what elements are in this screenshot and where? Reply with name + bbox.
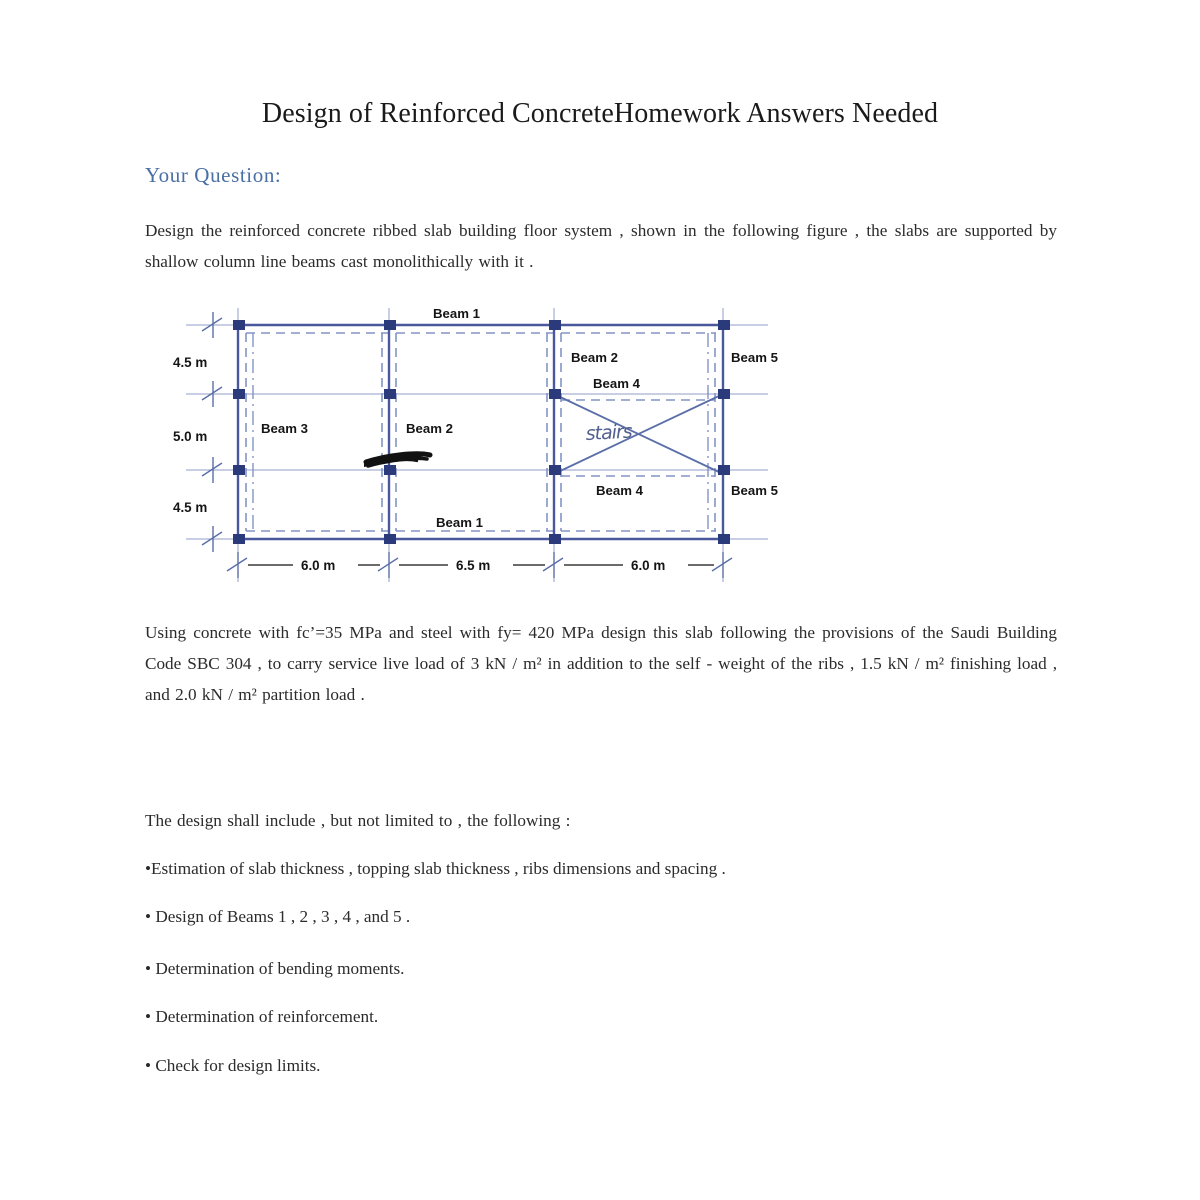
- rib-dashed-lines: [246, 333, 716, 531]
- dimension-label-bottom-2: 6.5 m: [456, 558, 491, 573]
- list-item: •Estimation of slab thickness , topping slab thickness , ribs dimensions and spacing .: [145, 859, 726, 878]
- section-heading-your-question: Your Question:: [145, 163, 282, 187]
- figure-label-beam4-lower: Beam 4: [596, 483, 643, 498]
- scribbled-redaction-mark: [364, 454, 430, 467]
- dimension-label-bottom-1: 6.0 m: [301, 558, 336, 573]
- structural-floor-plan-figure: [168, 300, 788, 590]
- figure-label-beam5-upper: Beam 5: [731, 350, 778, 365]
- dimension-label-left-middle: 5.0 m: [173, 429, 208, 444]
- stairwell-diagonals: [556, 395, 721, 473]
- figure-label-beam2-middle: Beam 2: [406, 421, 453, 436]
- dimension-label-bottom-3: 6.0 m: [631, 558, 666, 573]
- floor-plan-svg: [168, 300, 788, 590]
- page-title: Design of Reinforced ConcreteHomework Answers Needed: [261, 98, 939, 129]
- list-item: • Determination of bending moments.: [145, 959, 405, 978]
- figure-label-beam3: Beam 3: [261, 421, 308, 436]
- figure-label-beam1-bottom: Beam 1: [436, 515, 483, 530]
- figure-label-beam5-lower: Beam 5: [731, 483, 778, 498]
- list-item: • Check for design limits.: [145, 1056, 321, 1075]
- beam-outline: [238, 325, 723, 539]
- paragraph-materials-and-loads: Using concrete with fc’=35 MPa and steel with fy= 420 MPa design this slab following the provisions of the Saudi Building Code SBC 304 , to carry service live load of 3 kN / m² in addition to the self - weight of the ribs , 1.5 kN / m² finishing load , and 2.0 kN / m² partition load .: [145, 623, 1057, 704]
- figure-label-beam2-upper-right: Beam 2: [571, 350, 618, 365]
- figure-label-beam4-upper: Beam 4: [593, 376, 640, 391]
- list-item: • Determination of reinforcement.: [145, 1007, 379, 1026]
- paragraph-design-include-intro: The design shall include , but not limited to , the following :: [145, 811, 571, 830]
- rib-dashdot-lines: [253, 333, 708, 531]
- dimension-label-left-top: 4.5 m: [173, 355, 208, 370]
- handwritten-stairs-annotation: stairs: [585, 420, 633, 445]
- paragraph-intro: Design the reinforced concrete ribbed slab building floor system , shown in the following figure , the slabs are supported by shallow column line beams cast monolithically with it .: [145, 221, 1057, 271]
- dimension-label-left-bottom: 4.5 m: [173, 500, 208, 515]
- list-item: • Design of Beams 1 , 2 , 3 , 4 , and 5 .: [145, 907, 411, 926]
- grid-extension-lines: [186, 308, 768, 582]
- figure-label-beam1-top: Beam 1: [433, 306, 480, 321]
